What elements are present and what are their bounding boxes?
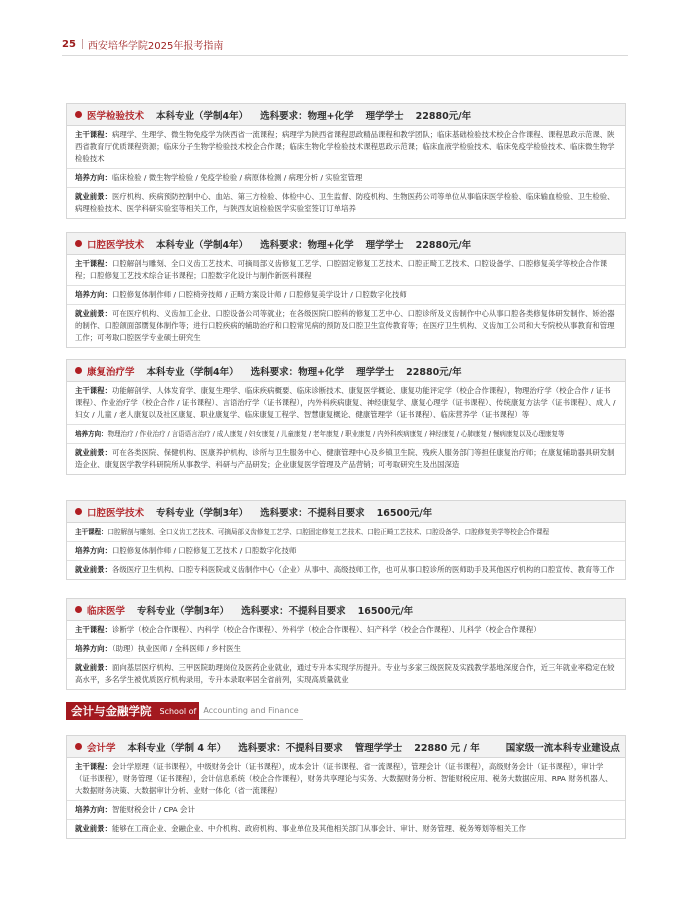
major-info: 22880元/年: [406, 366, 462, 378]
major-info: 本科专业（学制4年）: [156, 110, 249, 122]
info-row: [67, 542, 625, 561]
major-info: 选科要求：不提科目要求: [238, 742, 343, 754]
major-name: 临床医学: [87, 605, 126, 617]
row-text: 功能解剖学、人体发育学、康复生理学、临床疾病概要、临床诊断技术、康复医学概论、康复功能评定学（校企合作课程），物理治疗学（校企合作 / 证书课程）、作业治疗学（校企合作 / 证书课程）、言语治疗学（证书课程），内外科疾病康复、神经康复学、康复心理学（证书课程）、传统康复方法学（证书课程）、成人 / 妇女 / 儿童 / 老人康复以及社区康复、职业康复学、临床康复工程学、智慧康复概论、健康管理学（证书课程）、临床营养学（证书课程）等: [75, 386, 616, 419]
row-label: 主干课程：: [75, 762, 112, 771]
info-row: [67, 255, 625, 286]
info-row: [67, 758, 625, 801]
major-block: [66, 359, 626, 475]
major-name: 会计学: [87, 742, 116, 754]
major-info: 22880元/年: [415, 239, 472, 251]
major-info: 本科专业（学制4年）: [156, 239, 249, 251]
row-label: 就业前景：: [75, 565, 112, 574]
row-text: 物理治疗 / 作业治疗 / 言语语言治疗 / 成人康复 / 妇女康复 / 儿童康复 / 老年康复 / 职业康复 / 内外科疾病康复 / 神经康复 / 心肺康复 / 慢病康复以及心理康复等: [107, 430, 565, 438]
row-label: 培养方向：: [75, 546, 112, 555]
row-text: 会计学原理（证书课程），中级财务会计（证书课程），成本会计（证书课程、省一流课程），管理会计（证书课程），高级财务会计（证书课程），审计学（证书课程），财务管理（证书课程），会计信息系统（校企合作课程），财务共享理论与实务、大数据财务分析、智能财税应用、税务大数据应用、RPA 财务机器人、大数据财务决策、大数据审计分析、业财一体化（省一流课程）: [75, 762, 613, 795]
row-label: 主干课程：: [75, 130, 112, 139]
major-info: 专科专业（学制3年）: [156, 507, 249, 519]
bullet-dot-icon: [75, 508, 82, 515]
info-row: [67, 523, 625, 542]
header-divider: [82, 39, 83, 49]
row-label: 就业前景：: [75, 192, 112, 201]
info-row: [67, 820, 625, 838]
row-label: 就业前景：: [75, 824, 112, 833]
school-name-cn: 会计与金融学院: [66, 702, 157, 720]
header-rule: [62, 55, 628, 56]
row-text: 口腔修复体制作师 / 口腔修复工艺技术 / 口腔数字化技师: [111, 546, 297, 555]
bullet-dot-icon: [75, 743, 82, 750]
info-row: [67, 126, 625, 169]
info-row: [67, 621, 625, 640]
row-label: 主干课程：: [75, 386, 112, 395]
row-label: 培养方向：: [75, 173, 112, 182]
info-row: [67, 659, 625, 689]
row-text: 能够在工商企业、金融企业、中介机构、政府机构、事业单位及其他相关部门从事会计、审计、财务管理、税务筹划等相关工作: [111, 824, 526, 833]
major-info: 16500元/年: [376, 507, 433, 519]
major-header: [67, 360, 625, 382]
row-text: 可在医疗机构、义齿加工企业、口腔设备公司等就业；在各级医院口腔科的修复工艺中心、口腔诊所及义齿制作中心从事口腔各类修复体研发制作、矫治器的制作、口腔颌面部赝复体制作等；进行口腔疾病的辅助治疗和口腔常见病的预防及口腔卫生宣传教育等；在医疗卫生机构、义齿加工公司和大专院校从事教育和管理工作；可考取口腔医学专业硕士研究生: [75, 309, 615, 342]
major-block: [66, 232, 626, 348]
major-info: 国家级一流本科专业建设点: [505, 742, 620, 754]
major-info: 选科要求：物理+化学: [250, 366, 345, 378]
major-block: [66, 598, 626, 690]
row-text: 可在各类医院、保健机构、医康养护机构、诊所与卫生服务中心、健康管理中心及乡镇卫生院、残疾人服务部门等担任康复治疗师；在康复辅助器具研发制造企业、康复医学教学科研院所从事教学、科研与产品研发；企业康复医学管理及产品营销；可考取研究生及出国深造: [75, 448, 615, 469]
row-label: 就业前景：: [75, 448, 112, 457]
row-label: 主干课程：: [75, 528, 108, 536]
major-info: 22880 元 / 年: [414, 742, 480, 754]
row-text: 各级医疗卫生机构、口腔专科医院或义齿制作中心（企业）从事中、高级技师工作，也可从事口腔诊所的医师助手及其他医疗机构的口腔宣传、教育等工作: [111, 565, 615, 574]
major-info: 选科要求：物理+化学: [260, 239, 354, 251]
row-text: 口腔解剖与雕刻、全口义齿工艺技术、可摘局部义齿修复工艺学、口腔固定修复工艺技术、口腔正畸工艺技术、口腔设备学、口腔修复美学等校企合作课程；口腔修复工艺技术综合证书课程；口腔数字化设计与制作新医科课程: [75, 259, 608, 280]
major-info: 选科要求：不提科目要求: [260, 507, 365, 519]
page-number: 25: [62, 38, 76, 50]
row-text: 口腔解剖与雕刻、全口义齿工艺技术、可摘局部义齿修复工艺学、口腔固定修复工艺技术、口腔正畸工艺技术、口腔设备学、口腔修复美学等校企合作课程: [107, 528, 550, 536]
major-header: [67, 233, 625, 255]
row-text: 病理学、生理学、微生物免疫学为陕西省一流课程；病理学为陕西省课程思政精品课程和教学团队；临床基础检验技术校企合作课程、课程思政示范课、陕西省教育厅优质课程资源；临床分子生物学检验技术校企合作课；临床生物化学检验技术课程思政示范课；临床血液学检验技术、临床免疫学检验技术、临床微生物学检验技术: [75, 130, 615, 163]
major-info: 理学学士: [356, 366, 395, 378]
school-name-en-highlight: School of: [157, 702, 200, 720]
row-text: 临床检验 / 微生物学检验 / 免疫学检验 / 病原体检测 / 病理分析 / 实验室管理: [111, 173, 363, 182]
info-row: [67, 305, 625, 347]
row-label: 主干课程：: [75, 259, 112, 268]
info-row: [67, 188, 625, 218]
major-info: 管理学学士: [354, 742, 403, 754]
major-header: [67, 104, 625, 126]
row-label: 培养方向：: [75, 644, 112, 653]
major-name: 口腔医学技术: [87, 239, 145, 251]
bullet-dot-icon: [75, 606, 82, 613]
row-label: 就业前景：: [75, 309, 112, 318]
row-label: 培养方向：: [75, 805, 112, 814]
major-name: 康复治疗学: [87, 366, 135, 378]
major-info: 选科要求：物理+化学: [260, 110, 354, 122]
info-row: [67, 561, 625, 579]
row-text: 智能财税会计 / CPA 会计: [111, 805, 195, 814]
major-info: 22880元/年: [415, 110, 472, 122]
major-info: 本科专业（学制 4 年）: [127, 742, 227, 754]
school-name-en: Accounting and Finance: [199, 702, 302, 720]
school-section-banner: [66, 702, 326, 720]
major-header: [67, 501, 625, 523]
info-row: [67, 382, 625, 425]
row-label: 培养方向：: [75, 290, 112, 299]
major-block: [66, 500, 626, 580]
major-name: 口腔医学技术: [87, 507, 145, 519]
major-info: 16500元/年: [357, 605, 414, 617]
info-row: [67, 286, 625, 305]
bullet-dot-icon: [75, 111, 82, 118]
row-text: 医疗机构、疾病预防控制中心、血站、第三方检验、体检中心、卫生监督、防疫机构、生物医药公司等单位从事临床医学检验、临床输血检验、卫生检验、病理检验技术、医学科研实验室等相关工作，与陕西友谊检验医学实验室签订订单培养: [75, 192, 615, 213]
major-info: 选科要求：不提科目要求: [241, 605, 346, 617]
major-header: [67, 736, 625, 758]
info-row: [67, 640, 625, 659]
page-header: [62, 36, 223, 52]
major-name: 医学检验技术: [87, 110, 145, 122]
row-text: 面向基层医疗机构、三甲医院助理岗位及医药企业就业，通过专升本实现学历提升。专业与多家三级医院及实践教学基地深度合作，近三年就业率稳定在较高水平，多名学生被优质医疗机构录用，专升本录取率居全省前列，实现高质量就业: [75, 663, 615, 684]
row-text: 诊断学（校企合作课程）、内科学（校企合作课程）、外科学（校企合作课程）、妇产科学（校企合作课程）、儿科学（校企合作课程）: [111, 625, 541, 634]
row-text: 口腔修复体制作师 / 口腔椅旁技师 / 正畸方案设计师 / 口腔修复美学设计 / 口腔数字化技师: [111, 290, 407, 299]
major-info: 本科专业（学制4年）: [146, 366, 239, 378]
row-label: 培养方向：: [75, 430, 108, 438]
major-info: 理学学士: [365, 110, 404, 122]
info-row: [67, 425, 625, 444]
major-header: [67, 599, 625, 621]
header-title: 西安培华学院2025年报考指南: [87, 40, 224, 52]
major-block: [66, 735, 626, 839]
row-label: 就业前景：: [75, 663, 112, 672]
row-label: 主干课程：: [75, 625, 112, 634]
major-info: 专科专业（学制3年）: [137, 605, 230, 617]
info-row: [67, 801, 625, 820]
major-block: [66, 103, 626, 219]
major-info: 理学学士: [365, 239, 404, 251]
info-row: [67, 169, 625, 188]
bullet-dot-icon: [75, 367, 82, 374]
info-row: [67, 444, 625, 474]
bullet-dot-icon: [75, 240, 82, 247]
row-text: （助理）执业医师 / 全科医师 / 乡村医生: [111, 644, 241, 653]
